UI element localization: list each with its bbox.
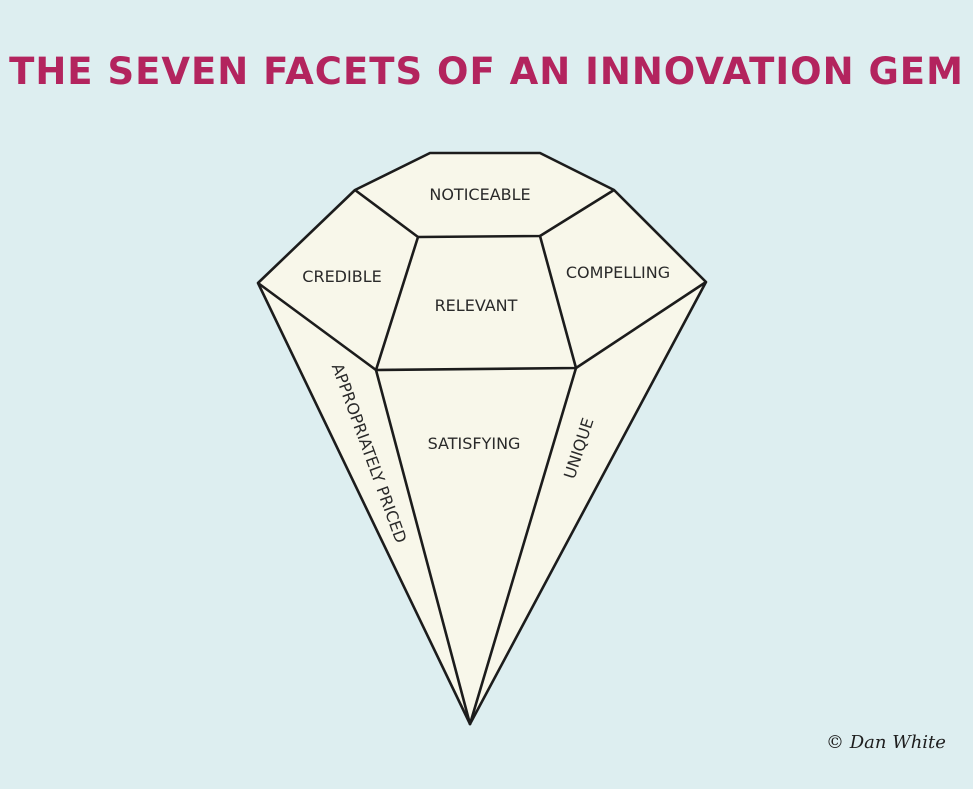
facet-label-appropriately-priced: APPROPRIATELY PRICED — [327, 360, 411, 546]
facet-label-relevant: RELEVANT — [434, 296, 518, 315]
facet-label-compelling: COMPELLING — [565, 263, 671, 282]
facet-label-noticeable: NOTICEABLE — [429, 185, 531, 204]
copyright-credit: © Dan White — [826, 732, 946, 753]
diagram-title: THE SEVEN FACETS OF AN INNOVATION GEM — [9, 50, 964, 93]
facet-label-satisfying: SATISFYING — [427, 434, 521, 453]
facet-label-credible: CREDIBLE — [302, 267, 382, 286]
facet-label-unique: UNIQUE — [560, 415, 598, 482]
